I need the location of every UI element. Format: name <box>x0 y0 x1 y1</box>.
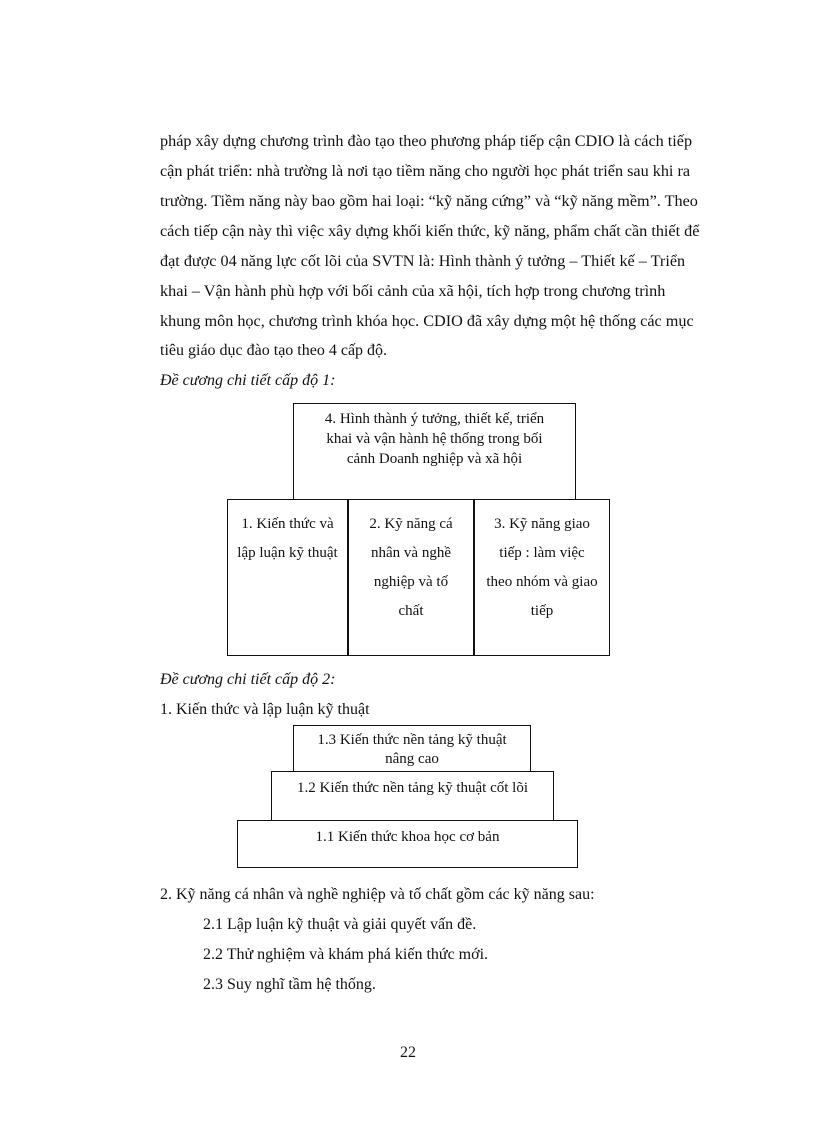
diagram1-col1-line: 1. Kiến thức và <box>241 516 334 532</box>
diagram1-top-line: khai và vận hành hệ thống trong bối <box>326 431 543 447</box>
diagram1-col2-line: chất <box>398 603 424 619</box>
pyramid-tier3 <box>293 725 531 772</box>
pyramid-tier3-line: 1.3 Kiến thức nền tảng kỹ thuật <box>317 732 507 748</box>
diagram1-col2-line: 2. Kỹ năng cá <box>369 516 453 532</box>
diagram1-col2-line: nhân và nghề <box>371 545 451 561</box>
diagram1-top-box <box>293 403 576 500</box>
pyramid-tier2-label: 1.2 Kiến thức nền tảng kỹ thuật cốt lõi <box>297 780 528 796</box>
heading-level2: Đề cương chi tiết cấp độ 2: <box>160 671 336 688</box>
section2-item: 2.3 Suy nghĩ tầm hệ thống. <box>203 976 376 993</box>
paragraph-line: trường. Tiềm năng này bao gồm hai loại: “kỹ năng cứng” và “kỹ năng mềm”. Theo <box>160 192 698 210</box>
diagram1-col3 <box>474 510 610 626</box>
diagram1-top-line: cảnh Doanh nghiệp và xã hội <box>346 451 523 467</box>
diagram1-col1 <box>227 510 348 568</box>
diagram1-col1-line: lập luận kỹ thuật <box>237 545 338 561</box>
section2-item: 2.1 Lập luận kỹ thuật và giải quyết vấn đề. <box>203 916 477 933</box>
paragraph-line: pháp xây dựng chương trình đào tạo theo phương pháp tiếp cận CDIO là cách tiếp <box>160 132 693 150</box>
diagram1-col3-line: 3. Kỹ năng giao <box>494 516 590 532</box>
diagram1-col3-line: tiếp : làm việc <box>499 545 585 561</box>
page-number: 22 <box>400 1044 416 1061</box>
paragraph-line: cận phát triển: nhà trường là nơi tạo tiềm năng cho người học phát triển sau khi ra <box>160 162 691 180</box>
paragraph-line: khung môn học, chương trình khóa học. CDIO đã xây dựng một hệ thống các mục <box>160 312 694 330</box>
heading-level1: Đề cương chi tiết cấp độ 1: <box>160 372 336 389</box>
diagram1-top-line: 4. Hình thành ý tưởng, thiết kế, triển <box>324 411 545 427</box>
paragraph-line: đạt được 04 năng lực cốt lõi của SVTN là: Hình thành ý tưởng – Thiết kế – Triển <box>160 252 686 270</box>
paragraph-line: tiêu giáo dục đào tạo theo 4 cấp độ. <box>160 342 388 359</box>
diagram1-col3-line: theo nhóm và giao <box>486 574 598 590</box>
pyramid-tier1 <box>237 820 578 868</box>
pyramid-tier3-line: nâng cao <box>385 751 439 767</box>
pyramid-tier2 <box>271 771 554 821</box>
paragraph-line: khai – Vận hành phù hợp với bối cảnh của xã hội, tích hợp trong chương trình <box>160 282 666 300</box>
section2-item: 2.2 Thử nghiệm và khám phá kiến thức mới. <box>203 946 489 963</box>
diagram1-col2-line: nghiệp và tố <box>373 574 449 590</box>
diagram1-col3-line: tiếp <box>530 603 554 619</box>
diagram1-col2 <box>348 510 474 626</box>
section2-title: 2. Kỹ năng cá nhân và nghề nghiệp và tố chất gồm các kỹ năng sau: <box>160 886 595 903</box>
section1-title: 1. Kiến thức và lập luận kỹ thuật <box>160 701 370 718</box>
paragraph-line: cách tiếp cận này thì việc xây dựng khối kiến thức, kỹ năng, phẩm chất cần thiết để <box>160 222 700 240</box>
pyramid-tier1-label: 1.1 Kiến thức khoa học cơ bản <box>315 829 500 845</box>
